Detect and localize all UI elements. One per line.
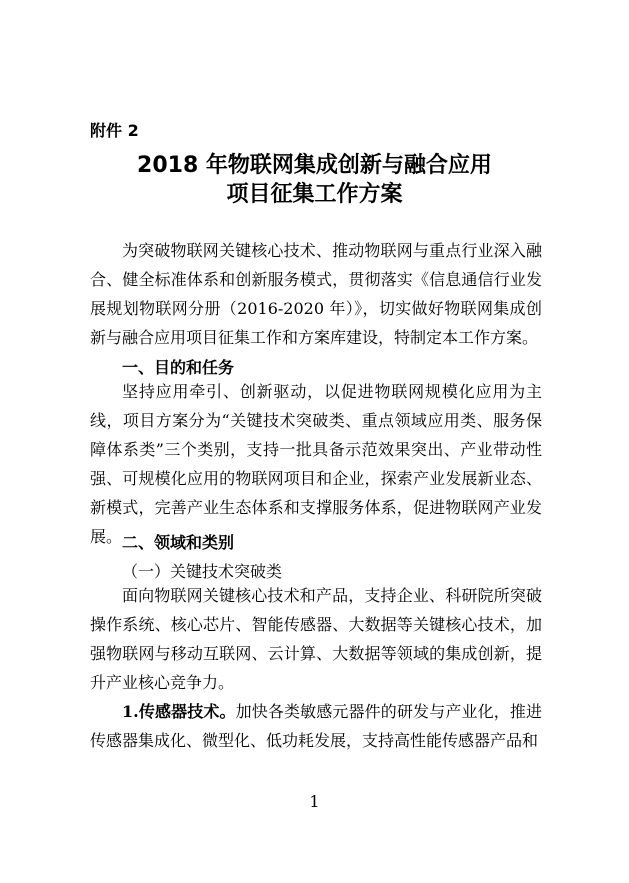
section1-paragraph: 坚持应用牵引、创新驱动，以促进物联网规模化应用为主线，项目方案分为“关键技术突破类、重点领域应用类、服务保障体系类”三个类别，支持一批具备示范效果突出、产业带动性强、可规模化应用的物联网项目和企业，探索产业发展新业态、新模式，完善产业生态体系和支撑服务体系，促进物联网产业发展。 — [90, 382, 542, 546]
subsection1-heading: （一）关键技术突破类 — [122, 562, 283, 581]
item1-text: 加快各类敏感元器件的研发与产业化，推进传感器集成化、微型化、低功耗发展，支持高性能传感器产品和 — [90, 702, 542, 750]
document-title-line2: 项目征集工作方案 — [226, 182, 403, 207]
section2-heading: 二、领域和类别 — [122, 533, 235, 552]
subsection1-paragraph: 面向物联网关键核心技术和产品，支持企业、科研院所突破操作系统、核心芯片、智能传感器、大数据等关键核心技术，加强物联网与移动互联网、云计算、大数据等领域的集成创新，提升产业核心竞争力。 — [90, 586, 542, 692]
item1-label: 1.传感器技术。 — [122, 702, 236, 721]
item1-paragraph — [90, 697, 542, 755]
intro-paragraph: 为突破物联网关键核心技术、推动物联网与重点行业深入融合、健全标准体系和创新服务模式，贯彻落实《信息通信行业发展规划物联网分册（2016-2020 年）》，切实做好物联网集成创新与融合应用项目征集工作和方案库建设，特制定本工作方案。 — [90, 241, 542, 347]
page-number: 1 — [309, 792, 320, 811]
section1-heading: 一、目的和任务 — [122, 358, 235, 377]
attachment-label: 附件 2 — [90, 121, 139, 140]
document-title-line1: 2018 年物联网集成创新与融合应用 — [137, 153, 492, 178]
